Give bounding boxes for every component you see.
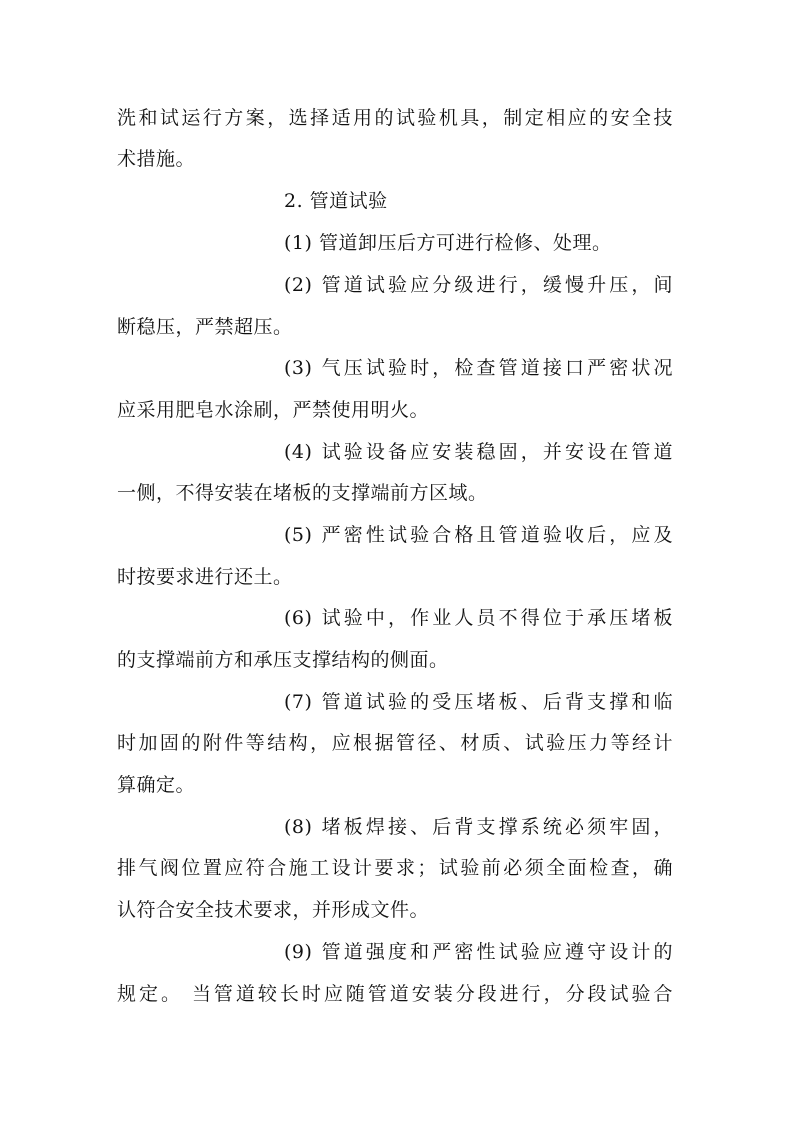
text-line: 规定。 当管道较长时应随管道安装分段进行，分段试验合 — [117, 983, 673, 1005]
text-line: 认符合安全技术要求，并形成文件。 — [117, 899, 430, 921]
text-line: 断稳压，严禁超压。 — [117, 316, 293, 338]
section-heading: 2. 管道试验 — [284, 190, 388, 212]
text-line: 的支撑端前方和承压支撑结构的侧面。 — [117, 649, 449, 671]
list-item: (9) 管道强度和严密性试验应遵守设计的 — [284, 941, 673, 963]
text-line: 一侧，不得安装在堵板的支撑端前方区域。 — [117, 482, 488, 504]
list-item: (5) 严密性试验合格且管道验收后，应及 — [284, 524, 673, 546]
text-line: 应采用肥皂水涂刷，严禁使用明火。 — [117, 399, 430, 421]
text-line: 术措施。 — [117, 148, 196, 170]
text-line: 排气阀位置应符合施工设计要求；试验前必须全面检查，确 — [117, 857, 673, 879]
text-line: 时加固的附件等结构，应根据管径、材质、试验压力等经计 — [117, 732, 673, 754]
text-line: 洗和试运行方案，选择适用的试验机具，制定相应的安全技 — [117, 107, 673, 129]
list-item: (3) 气压试验时，检查管道接口严密状况 — [284, 357, 673, 379]
list-item: (8) 堵板焊接、后背支撑系统必须牢固， — [284, 816, 673, 838]
list-item: (4) 试验设备应安装稳固，并安设在管道 — [284, 441, 673, 463]
list-item: (6) 试验中，作业人员不得位于承压堵板 — [284, 607, 673, 629]
list-item: (2) 管道试验应分级进行，缓慢升压，间 — [284, 274, 673, 296]
list-item: (1) 管道卸压后方可进行检修、处理。 — [284, 232, 612, 254]
text-line: 算确定。 — [117, 774, 196, 796]
list-item: (7) 管道试验的受压堵板、后背支撑和临 — [284, 691, 673, 713]
text-line: 时按要求进行还土。 — [117, 566, 293, 588]
